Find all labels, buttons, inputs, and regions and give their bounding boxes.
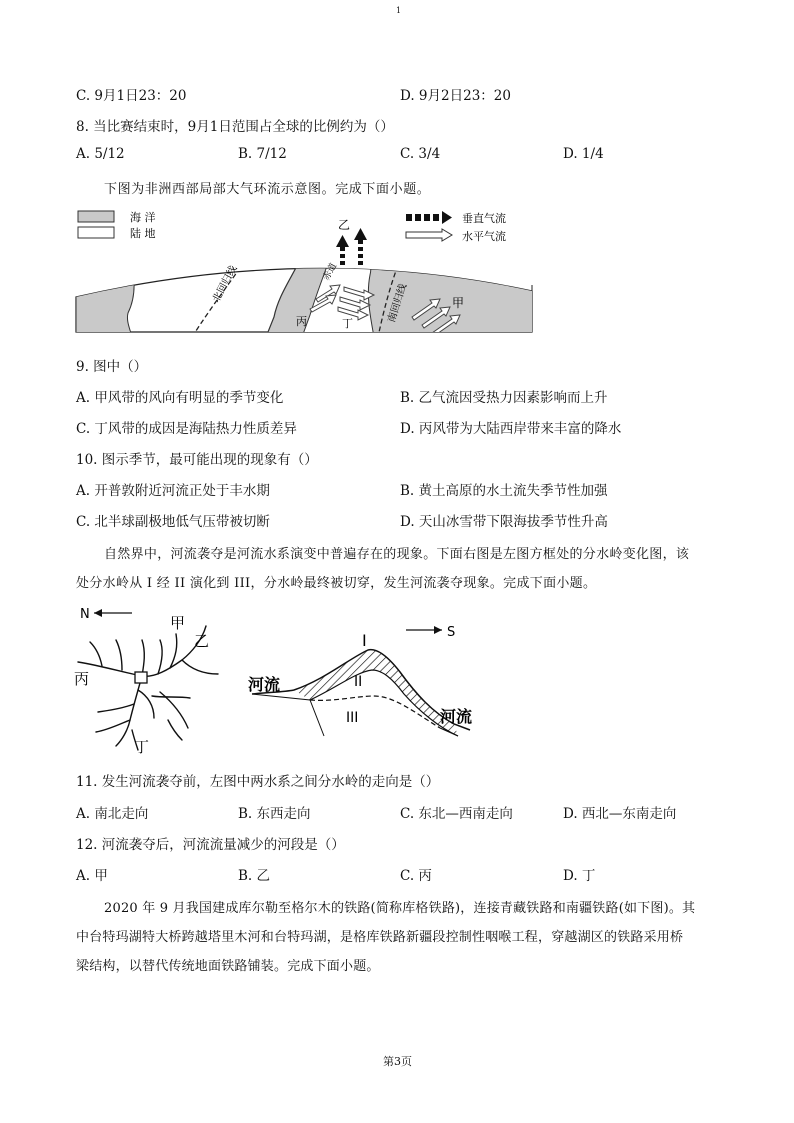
legend-horizontal-arrow xyxy=(406,229,452,241)
q11-stem: 11. 发生河流袭夺前，左图中两水系之间分水岭的走向是（） xyxy=(76,774,440,790)
q9-stem: 9. 图中（） xyxy=(76,359,148,375)
q12-option-a: A. 甲 xyxy=(76,868,108,884)
q7-option-d: D. 9月2日23：20 xyxy=(400,88,511,104)
intro-figure1: 下图为非洲西部局部大气环流示意图。完成下面小题。 xyxy=(104,182,431,197)
label-jia: 甲 xyxy=(170,614,186,632)
q10-option-b: B. 黄土高原的水土流失季节性加强 xyxy=(400,483,608,499)
yi-rising-airflow xyxy=(336,228,367,265)
legend-land-swatch xyxy=(78,227,114,238)
ocean-area-left xyxy=(76,265,134,337)
river-system-map xyxy=(72,600,232,760)
q9-option-d: D. 丙风带为大陆西岸带来丰富的降水 xyxy=(400,421,622,437)
q11-option-b: B. 东西走向 xyxy=(238,806,311,822)
label-jia: 甲 xyxy=(452,296,465,310)
q8-option-b: B. 7/12 xyxy=(238,146,287,162)
label-yi: 乙 xyxy=(338,218,351,232)
q9-option-c: C. 丁风带的成因是海陆热力性质差异 xyxy=(76,421,297,437)
watershed-box xyxy=(135,672,147,683)
legend-ocean-label: 海 洋 xyxy=(130,211,156,224)
q11-option-c: C. 东北—西南走向 xyxy=(400,806,513,822)
intro-railway-line2: 中台特玛湖特大桥跨越塔里木河和台特玛湖，是格库铁路新疆段控制性咽喉工程，穿越湖区的铁路采用桥 xyxy=(76,930,684,945)
label-river-right: 河流 xyxy=(440,707,473,726)
north-arrow xyxy=(94,609,132,617)
africa-circulation-diagram xyxy=(70,205,550,337)
label-roman-3: III xyxy=(346,710,359,726)
q8-stem: 8. 当比赛结束时，9月1日范围占全球的比例约为（） xyxy=(76,119,394,135)
q11-option-d: D. 西北—东南走向 xyxy=(563,806,677,822)
q12-option-b: B. 乙 xyxy=(238,868,271,884)
label-yi: 乙 xyxy=(194,632,210,650)
q10-option-a: A. 开普敦附近河流正处于丰水期 xyxy=(76,483,270,499)
q12-option-c: C. 丙 xyxy=(400,868,432,884)
intro-figure2-line2: 处分水岭从 I 经 II 演化到 III，分水岭最终被切穿，发生河流袭夺现象。完成下面小题。 xyxy=(76,576,597,591)
q12-option-d: D. 丁 xyxy=(563,868,596,884)
label-equator: 赤道 xyxy=(321,261,340,283)
q10-stem: 10. 图示季节，最可能出现的现象有（） xyxy=(76,452,318,468)
legend-horizontal-label: 水平气流 xyxy=(462,230,506,243)
page-footer: 第3页 xyxy=(383,1055,412,1068)
legend-vertical-label: 垂直气流 xyxy=(462,212,506,225)
south-label: S xyxy=(447,625,456,640)
q11-option-a: A. 南北走向 xyxy=(76,806,149,822)
label-south-tropic: 南回归线 xyxy=(386,282,410,324)
legend-land-label: 陆 地 xyxy=(130,227,156,240)
q9-option-b: B. 乙气流因受热力因素影响而上升 xyxy=(400,390,608,406)
q9-option-a: A. 甲风带的风向有明显的季节变化 xyxy=(76,390,284,406)
q8-option-a: A. 5/12 xyxy=(76,146,125,162)
label-roman-2: II xyxy=(354,674,363,690)
header-mark: 1 xyxy=(396,6,402,15)
label-roman-1: I xyxy=(362,631,367,650)
south-arrow xyxy=(406,626,442,634)
intro-railway-line3: 梁结构，以替代传统地面铁路铺装。完成下面小题。 xyxy=(76,959,380,974)
intro-figure2-line1: 自然界中，河流袭夺是河流水系演变中普遍存在的现象。下面右图是左图方框处的分水岭变化图，该 xyxy=(104,547,690,562)
label-river-left: 河流 xyxy=(248,675,281,694)
legend-vertical-arrow xyxy=(406,211,452,224)
q10-option-c: C. 北半球副极地低气压带被切断 xyxy=(76,514,270,530)
intro-railway-line1: 2020 年 9 月我国建成库尔勒至格尔木的铁路(简称库格铁路)，连接青藏铁路和南疆铁路(如下图)。其 xyxy=(104,901,696,916)
north-label: N xyxy=(80,607,90,622)
q12-stem: 12. 河流袭夺后，河流流量减少的河段是（） xyxy=(76,837,345,853)
label-bing: 丙 xyxy=(74,670,90,688)
label-bing: 丙 xyxy=(296,315,307,328)
q8-option-c: C. 3/4 xyxy=(400,146,441,162)
q8-option-d: D. 1/4 xyxy=(563,146,604,162)
label-ding: 丁 xyxy=(134,738,150,756)
watershed-profile-diagram xyxy=(244,612,484,752)
legend-ocean-swatch xyxy=(78,211,114,222)
label-ding: 丁 xyxy=(342,317,353,330)
label-north-tropic: 北回归线 xyxy=(210,263,240,305)
q10-option-d: D. 天山冰雪带下限海拔季节性升高 xyxy=(400,514,608,530)
q7-option-c: C. 9月1日23：20 xyxy=(76,88,187,104)
